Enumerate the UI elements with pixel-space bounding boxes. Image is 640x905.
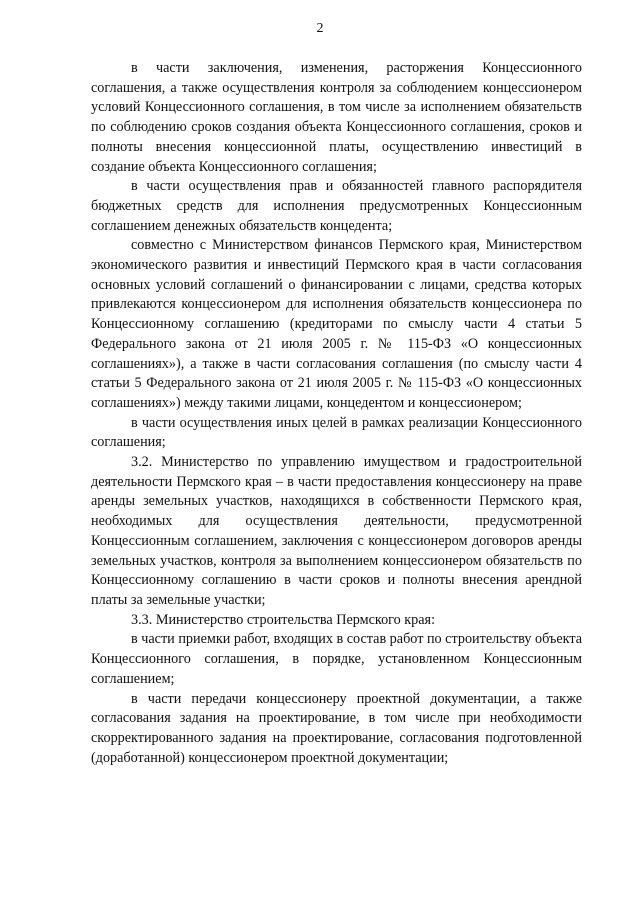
paragraph-works-acceptance: в части приемки работ, входящих в состав работ по строительству объекта Концессионного соглашения, в порядке, установленном Концессионным соглашением; xyxy=(91,631,582,687)
paragraph-design-documentation: в части передачи концессионеру проектной документации, а также согласования задания на проектирование, в том числе при необходимости скорректированного задания на проектирование, согласования подготовленной (доработанной) концессионером проектной документации; xyxy=(91,690,582,766)
paragraph-financing-agreements: совместно с Министерством финансов Пермского края, Министерством экономического развития и инвестиций Пермского края в части согласования основных условий соглашений о финансировании с лицами, средства которых привлекаются концессионером для исполнения обязательств концессионера по Концессионному соглашению (кредиторами по смыслу части 4 статьи 5 Федерального закона от 21 июля 2005 г. № 115-ФЗ «О концессионных соглашениях»), а также в части согласования соглашения (по смыслу части 4 статьи 5 Федерального закона от 21 июля 2005 г. № 115-ФЗ «О концессионных соглашениях») между такими лицами, концедентом и концессионером; xyxy=(91,237,582,411)
document-body xyxy=(91,59,582,768)
paragraph-section-3-3: 3.3. Министерство строительства Пермского края: xyxy=(131,611,436,628)
paragraph-budget-manager: в части осуществления прав и обязанностей главного распорядителя бюджетных средств для исполнения предусмотренных Концессионным соглашением денежных обязательств концедента; xyxy=(91,178,582,234)
paragraph-section-3-2: 3.2. Министерство по управлению имуществом и градостроительной деятельности Пермского края – в части предоставления концессионеру на праве аренды земельных участков, находящихся в собственности Пермского края, необходимых для осуществления деятельности, предусмотренной Концессионным соглашением, заключения с концессионером договоров аренды земельных участков, контроля за выполнением концессионером обязательств по Концессионному соглашению в части сроков и полноты внесения арендной платы за земельные участки; xyxy=(91,454,582,608)
page-number: 2 xyxy=(316,21,324,36)
paragraph-contract-conclusion: в части заключения, изменения, расторжения Концессионного соглашения, а также осуществления контроля за соблюдением концессионером условий Концессионного соглашения, в том числе за исполнением обязательств по соблюдению сроков создания объекта Концессионного соглашения, сроков и полноты внесения концессионной платы, осуществлению инвестиций в создание объекта Концессионного соглашения; xyxy=(91,60,582,175)
paragraph-other-purposes: в части осуществления иных целей в рамках реализации Концессионного соглашения; xyxy=(91,414,582,451)
